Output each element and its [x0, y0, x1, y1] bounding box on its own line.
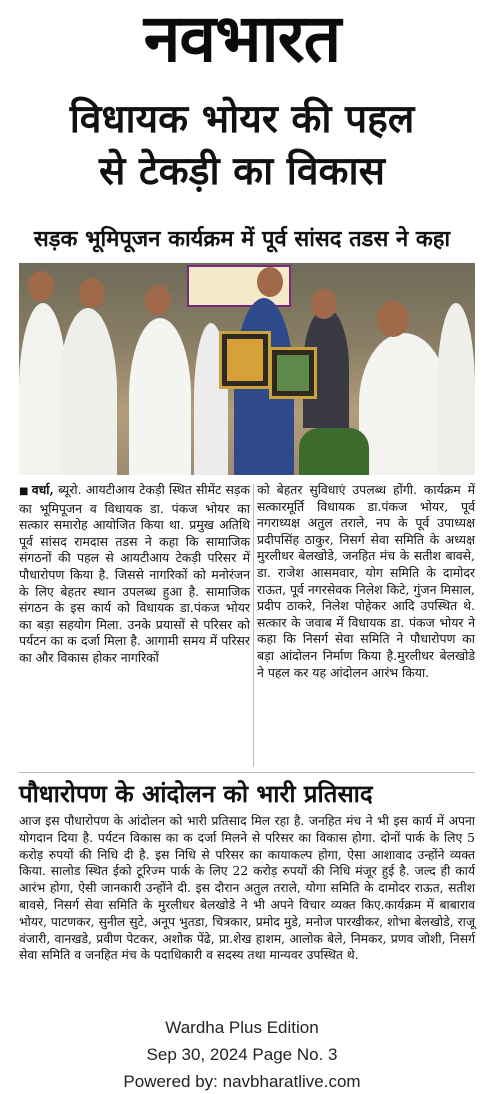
photo-person [59, 308, 117, 475]
award-plaque [219, 331, 271, 389]
subheadline: सड़क भूमिपूजन कार्यक्रम में पूर्व सांसद तडस ने कहा [33, 227, 451, 252]
photo-person-head [257, 267, 283, 297]
photo-person [129, 318, 191, 475]
article-dateline: वर्धा, [31, 482, 54, 497]
powered-by-link[interactable]: Powered by: navbharatlive.com [123, 1072, 361, 1091]
photo-person [359, 333, 449, 475]
section-divider [19, 772, 475, 773]
column-divider [253, 484, 254, 767]
date-page-label: Sep 30, 2024 Page No. 3 [146, 1045, 338, 1064]
headline-line-1: विधायक भोयर की पहल [69, 97, 415, 142]
headline-line-2: से टेकड़ी का विकास [99, 149, 385, 194]
article-column-1 [19, 482, 250, 667]
section-heading: पौधारोपण के आंदोलन को भारी प्रतिसाद [19, 780, 373, 808]
photo-person-head [377, 301, 409, 337]
news-photo [19, 263, 475, 475]
article-marker: ■ [19, 486, 29, 497]
article-column-1-text: ब्यूरो. आयटीआय टेकड़ी स्थित सीमेंट सड़क का भूमिपूजन व विधायक डा. पंकज भोयर का सत्कार समारोह आयोजित किया था. प्रमुख अतिथि पूर्व सांसद रामदास तडस ने कहा कि सामाजिक संगठनों की पहल से आयटीआय टेकड़ी परिसर में पौधारोपण किया है. जिससे नागरिकों को मनोरंजन के लिए बेहतर स्थान उपलब्ध हुआ है. सामाजिक संगठन के इस कार्य को विधायक डा.पंकज भोयर का बड़ा सहयोग मिला. उनके प्रयासों से परिसर को पर्यटन का क दर्जा मिला है. आगामी समय में परिसर का और विकास होकर नागरिकों [19, 482, 250, 665]
photo-person [437, 303, 475, 475]
photo-person-head [145, 285, 171, 315]
edition-label: Wardha Plus Edition [165, 1018, 319, 1037]
masthead-logo: नवभारत [143, 0, 341, 77]
flower-bouquet [299, 428, 369, 475]
photo-person-head [28, 271, 54, 301]
photo-person-head [311, 289, 337, 319]
section-body: आज इस पौधारोपण के आंदोलन को भारी प्रतिसाद मिल रहा है. जनहित मंच ने भी इस कार्य में अपना योगदान दिया है. पर्यटन विकास का क दर्जा मिलने से परिसर का विकास होगा. दोनों पार्क के लिए 5 करोड़ रुपयों की निधि दी है. इस निधि से परिसर का कायाकल्प होगा, ऐसा आशावाद उन्होंने व्यक्त किया. सालोड स्थित ईको टूरिज्म पार्क के लिए 22 करोड़ रुपयों की निधि मंजूर हुई है. जल्द ही कार्य आरंभ होगा, ऐसी जानकारी उन्होंने दी. इस दौरान अतुल तराले, योगा समिति के दामोदर राऊत, सतीश बावसे, निसर्ग सेवा समिति के मुरलीधर बेलखोडे ने भी अपने विचार व्यक्त किए.कार्यक्रम में बाबाराव भोयर, पाटणकर, सुनील सुटे, अनूप भुतडा, चित्रकार, प्रमोद मुडे, मनोज पारखीकर, शोभा बेलखोडे, राजू वंजारी, वानखडे, प्रवीण पेटकर, अशोक पेंढे, प्रा.शेख हाशम, आलोक बेले, निमकर, प्रणव जोशी, निसर्ग सेवा समिति व जनहित मंच के पदाधिकारी व सदस्य तथा मान्यवर उपस्थित थे. [19, 814, 475, 963]
article-column-2: को बेहतर सुविधाएं उपलब्ध होंगी. कार्यक्रम में सत्कारमूर्ति विधायक डा.पंकज भोयर, पूर्व नगराध्यक्ष अतुल तराले, नप के पूर्व उपाध्यक्ष प्रदीपसिंह ठाकुर, निसर्ग सेवा समिति के अध्यक्ष मुरलीधर बेलखोडे, जनहित मंच के सतीश बावसे, डा. राजेश आसमवार, योग समिति के दामोदर राऊत, पूर्व नगरसेवक निलेश किटे, गुंजन मिसाल, प्रदीप ठाकरे, निलेश पोहेकर आदि उपस्थित थे. सत्कार के जवाब में विधायक डा. पंकज भोयर ने कहा कि निसर्ग सेवा समिति ने पौधारोपण का बड़ा आंदोलन निर्माण किया है.मुरलीधर बेलखोडे ने पहल कर यह आंदोलन आरंभ किया. [257, 482, 475, 680]
award-plaque [269, 347, 317, 399]
photo-person-head [79, 278, 105, 308]
